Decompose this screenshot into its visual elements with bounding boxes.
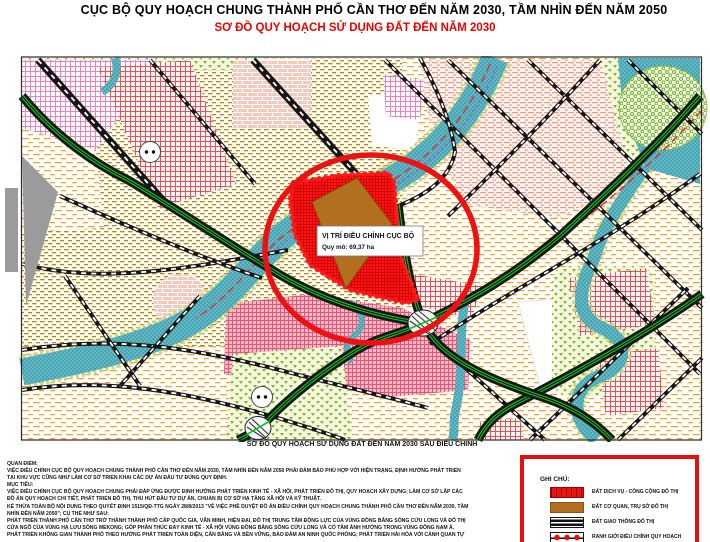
notes-heading: QUAN ĐIỂM: <box>7 461 38 467</box>
page-title: CỤC BỘ QUY HOẠCH CHUNG THÀNH PHỐ CẦN THƠ ĐẾN NĂM 2030, TẦM NHÌN ĐẾN NĂM 2050 <box>80 3 668 17</box>
legend-item-label: ĐẤT DỊCH VỤ - CÔNG CỘNG ĐÔ THỊ <box>592 489 679 495</box>
legend-item-label: RANH GIỚI ĐIỀU CHỈNH QUY HOẠCH <box>592 534 682 540</box>
map-caption: SƠ ĐỒ QUY HOẠCH SỬ DỤNG ĐẤT ĐẾN NĂM 2030 SAU ĐIỀU CHỈNH <box>246 441 478 448</box>
legend-item-office-land <box>550 501 695 513</box>
annotation-label <box>317 226 423 256</box>
notes-line: VIỆC ĐIỀU CHỈNH CỤC BỘ QUY HOẠCH CHUNG PHẢI ĐÁP ỨNG ĐƯỢC ĐỊNH HƯỚNG PHÁT TRIỂN KINH TẾ - XÃ HỘI, PHÁT TRIỂN ĐÔ THỊ, QUY HOẠCH XÂY DỰNG; LÀM CƠ SỞ LẬP CÁC <box>7 489 463 496</box>
notes-line: PHÁT TRIỂN THÀNH PHỐ CẦN THƠ TRỞ THÀNH THÀNH PHỐ CẤP QUỐC GIA, VĂN MINH, HIỆN ĐẠI, ĐÔ THỊ TRUNG TÂM ĐỘNG LỰC CỦA VÙNG ĐỒNG BẰNG SÔNG CỬU LONG VÀ ĐÔ THỊ <box>7 517 466 524</box>
junction-node-icon <box>252 387 273 408</box>
notes-line: PHÁT TRIỂN KHÔNG GIAN THÀNH PHỐ THEO HƯỚNG PHÁT TRIỂN TOÀN DIỆN, CÂN BẰNG VÀ BỀN VỮNG, BẢO ĐẢM AN NINH QUỐC PHÒNG; PHÁT TRIỂN HÀI HÒA VỚI CẢNH QUAN TỰ <box>7 531 465 538</box>
zone-brick-north <box>233 60 311 128</box>
traffic-land-swatch-icon <box>550 517 584 528</box>
legend-item-traffic-land <box>550 516 695 528</box>
notes-heading: MỤC TIÊU: <box>7 482 34 489</box>
annotation-line1: VỊ TRÍ ĐIỀU CHỈNH CỤC BỘ <box>322 233 415 240</box>
legend-item-label: ĐẤT CƠ QUAN, TRỤ SỞ ĐÔ THỊ <box>592 504 669 510</box>
notes-line: VIỆC ĐIỀU CHỈNH CỤC BỘ QUY HOẠCH CHUNG THÀNH PHỐ CẦN THƠ ĐẾN NĂM 2030, TẦM NHÌN ĐẾN NĂM 2050 PHẢI ĐẢM BẢO PHÙ HỢP VỚI HIỆN TRẠNG, ĐỊNH HƯỚNG PHÁT TRIỂN <box>7 468 461 475</box>
service-land-swatch-icon <box>550 487 584 498</box>
page-subtitle: SƠ ĐỒ QUY HOẠCH SỬ DỤNG ĐẤT ĐẾN NĂM 2030 <box>214 22 496 34</box>
map-canvas <box>0 56 710 442</box>
notes-line: TẠI KHU VỰC CŨNG NHƯ LÀM CƠ SỞ TRIỂN KHAI CÁC DỰ ÁN ĐẦU TƯ ĐÚNG QUY ĐỊNH. <box>7 475 228 482</box>
roundabout-interchange-icon <box>245 417 271 441</box>
legend-item-service-land <box>550 486 695 498</box>
land-use-map <box>0 56 710 442</box>
legend-item-adjustment-boundary <box>550 531 695 542</box>
notes-line: NHÌN ĐẾN NĂM 2050"; CỤ THỂ NHƯ SAU: <box>7 510 109 517</box>
legend-item-label: ĐẤT GIAO THÔNG ĐÔ THỊ <box>592 519 655 525</box>
adjustment-boundary-swatch-icon <box>550 532 584 542</box>
office-land-swatch-icon <box>550 502 584 513</box>
notes-line: KẾ THỪA TOÀN BỘ NỘI DUNG THEO QUYẾT ĐỊNH 1515/QĐ-TTG NGÀY 28/8/2013 "VỀ VIỆC PHÊ DUYỆT ĐỒ ÁN ĐIỀU CHỈNH QUY HOẠCH CHUNG THÀNH PHỐ CẦN THƠ ĐẾN NĂM 2030, TẦM <box>7 503 469 510</box>
junction-node-icon <box>140 142 161 163</box>
legend-title: GHI CHÚ: <box>540 476 570 483</box>
notes-block <box>7 461 515 539</box>
legend-box <box>520 455 699 542</box>
notes-line: CỬA NGÕ CỦA VÙNG HẠ LƯU SÔNG MEKONG; GÓP PHẦN THÚC ĐẨY KINH TẾ - XÃ HỘI VÙNG ĐỒNG BẰNG SÔNG CỬU LONG VÀ CÓ TẦM ẢNH HƯỞNG TRONG VÙNG ĐÔNG NAM Á. <box>7 524 455 531</box>
notes-line: ĐỒ ÁN QUY HOẠCH CHI TIẾT, PHÁT TRIỂN ĐÔ THỊ, THU HÚT ĐẦU TƯ DỰ ÁN, CHUẨN BỊ CƠ SỞ HẠ TẦNG XÃ HỘI VÀ KỸ THUẬT. <box>7 496 321 503</box>
annotation-line2: Quy mô: 69,37 ha <box>322 244 375 251</box>
